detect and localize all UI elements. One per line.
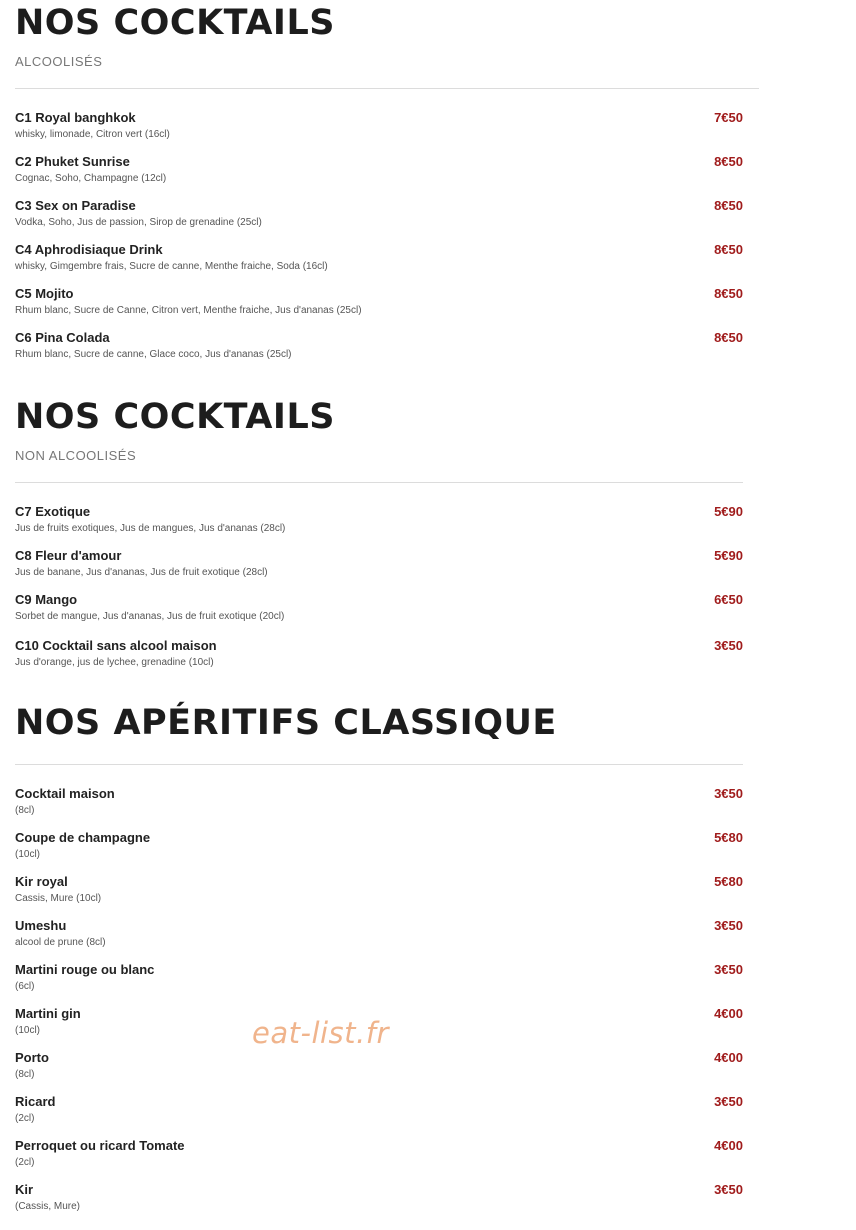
item-description: alcool de prune (8cl) — [15, 937, 106, 948]
item-description: (Cassis, Mure) — [15, 1201, 81, 1212]
menu-item — [15, 242, 743, 278]
item-name: Perroquet ou ricard Tomate — [15, 1138, 185, 1153]
item-description: Jus de fruits exotiques, Jus de mangues, Jus d'ananas (28cl) — [15, 523, 286, 534]
menu-item — [15, 918, 743, 954]
menu-item — [15, 548, 743, 584]
item-description: (2cl) — [15, 1113, 35, 1124]
item-name: C2 Phuket Sunrise — [15, 154, 130, 169]
item-name: C9 Mango — [15, 592, 78, 607]
item-description: whisky, Gimgembre frais, Sucre de canne, Menthe fraiche, Soda (16cl) — [15, 261, 328, 272]
item-price: 5€90 — [714, 548, 743, 563]
section-divider — [15, 88, 759, 89]
section-cocktails-non-alcoolises — [15, 397, 335, 463]
section-title: NOS APÉRITIFS CLASSIQUE — [15, 703, 557, 743]
menu-item — [15, 504, 743, 540]
item-name: Martini gin — [15, 1006, 81, 1021]
menu-item — [15, 786, 743, 822]
item-price: 8€50 — [714, 330, 743, 345]
item-name: C8 Fleur d'amour — [15, 548, 122, 563]
item-description: (6cl) — [15, 981, 35, 992]
item-description: (10cl) — [15, 1025, 41, 1036]
menu-item — [15, 330, 743, 366]
item-description: (10cl) — [15, 849, 41, 860]
item-price: 3€50 — [714, 962, 743, 977]
section-subtitle: ALCOOLISÉS — [15, 54, 103, 69]
item-price: 3€50 — [714, 1094, 743, 1109]
section-divider — [15, 482, 743, 483]
item-price: 7€50 — [714, 110, 743, 125]
item-description: Rhum blanc, Sucre de Canne, Citron vert, Menthe fraiche, Jus d'ananas (25cl) — [15, 305, 362, 316]
item-price: 3€50 — [714, 918, 743, 933]
menu-item — [15, 874, 743, 910]
item-description: Jus d'orange, jus de lychee, grenadine (10cl) — [15, 657, 214, 668]
item-price: 4€00 — [714, 1006, 743, 1021]
item-name: Martini rouge ou blanc — [15, 962, 155, 977]
item-price: 5€80 — [714, 874, 743, 889]
menu-item — [15, 110, 743, 146]
item-price: 8€50 — [714, 286, 743, 301]
item-price: 5€90 — [714, 504, 743, 519]
item-description: Cassis, Mure (10cl) — [15, 893, 102, 904]
item-name: C7 Exotique — [15, 504, 91, 519]
item-description: Rhum blanc, Sucre de canne, Glace coco, Jus d'ananas (25cl) — [15, 349, 292, 360]
watermark: eat-list.fr — [252, 1016, 389, 1050]
item-name: C4 Aphrodisiaque Drink — [15, 242, 163, 257]
menu-item — [15, 154, 743, 190]
item-name: C3 Sex on Paradise — [15, 198, 136, 213]
menu-item — [15, 592, 743, 628]
item-description: (8cl) — [15, 1069, 35, 1080]
menu-item — [15, 830, 743, 866]
item-price: 8€50 — [714, 198, 743, 213]
menu-item — [15, 962, 743, 998]
item-description: Vodka, Soho, Jus de passion, Sirop de grenadine (25cl) — [15, 217, 262, 228]
item-name: C5 Mojito — [15, 286, 74, 301]
item-name: Kir — [15, 1182, 34, 1197]
item-name: Kir royal — [15, 874, 68, 889]
item-price: 4€00 — [714, 1138, 743, 1153]
item-description: whisky, limonade, Citron vert (16cl) — [15, 129, 170, 140]
item-price: 3€50 — [714, 638, 743, 653]
item-price: 6€50 — [714, 592, 743, 607]
item-name: Cocktail maison — [15, 786, 115, 801]
item-description: (8cl) — [15, 805, 35, 816]
item-description: Cognac, Soho, Champagne (12cl) — [15, 173, 167, 184]
menu-item — [15, 1094, 743, 1130]
item-name: C10 Cocktail sans alcool maison — [15, 638, 217, 653]
menu-item — [15, 1050, 743, 1086]
menu-item — [15, 1138, 743, 1174]
menu-item — [15, 1182, 743, 1218]
item-name: Coupe de champagne — [15, 830, 151, 845]
menu-item — [15, 286, 743, 322]
item-description: (2cl) — [15, 1157, 35, 1168]
item-name: C1 Royal banghkok — [15, 110, 136, 125]
section-subtitle: NON ALCOOLISÉS — [15, 448, 137, 463]
section-aperitifs-classique — [15, 703, 557, 743]
item-price: 3€50 — [714, 786, 743, 801]
item-name: Porto — [15, 1050, 49, 1065]
item-price: 4€00 — [714, 1050, 743, 1065]
item-name: Umeshu — [15, 918, 67, 933]
item-price: 3€50 — [714, 1182, 743, 1197]
menu-item — [15, 638, 743, 674]
section-cocktails-alcoolises — [15, 3, 335, 69]
section-title: NOS COCKTAILS — [15, 397, 335, 437]
item-price: 8€50 — [714, 154, 743, 169]
item-description: Sorbet de mangue, Jus d'ananas, Jus de fruit exotique (20cl) — [15, 611, 285, 622]
item-description: Jus de banane, Jus d'ananas, Jus de fruit exotique (28cl) — [15, 567, 268, 578]
section-title: NOS COCKTAILS — [15, 3, 335, 43]
item-name: C6 Pina Colada — [15, 330, 110, 345]
item-price: 5€80 — [714, 830, 743, 845]
item-name: Ricard — [15, 1094, 56, 1109]
menu-item — [15, 198, 743, 234]
section-divider — [15, 764, 743, 765]
item-price: 8€50 — [714, 242, 743, 257]
